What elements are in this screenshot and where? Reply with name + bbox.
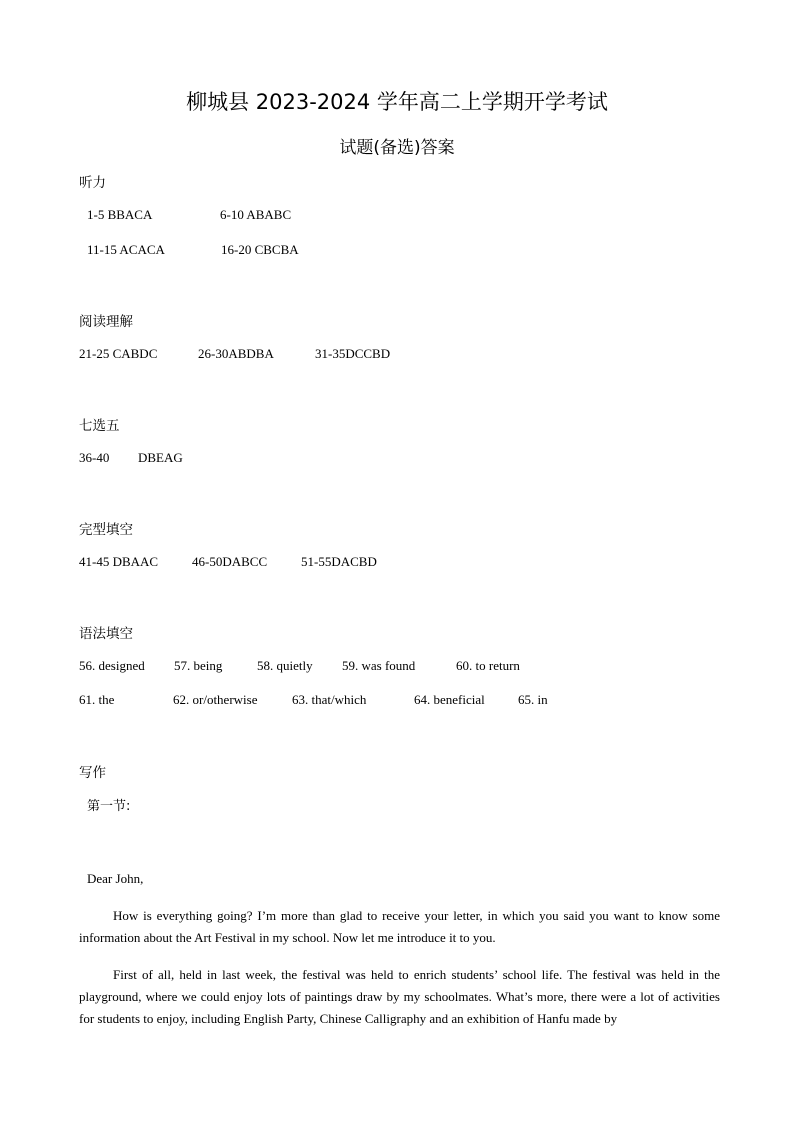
grammar-answer: 61. the [79, 692, 115, 707]
grammar-answer: 60. to return [456, 658, 520, 673]
grammar-answer: 64. beneficial [414, 692, 485, 707]
reading-answer: 31-35DCCBD [315, 346, 391, 361]
grammar-answer: 57. being [174, 658, 223, 673]
listening-answer: 1-5 BBACA [87, 207, 153, 222]
cloze-answer: 46-50DABCC [192, 554, 268, 569]
letter-paragraph: First of all, held in last week, the festival was held to enrich students’ school life. The festival was held in the playground, where we could enjoy lots of paintings draw by my schoolmates. What’s more, there were a lot of activities for students to enjoy, including English Party, Chinese Calligraphy and an exhibition of Hanfu made by [79, 967, 720, 1026]
seven-five-heading: 七选五 [79, 418, 120, 434]
listening-answer: 16-20 CBCBA [221, 242, 299, 257]
grammar-answer: 56. designed [79, 658, 145, 673]
grammar-heading: 语法填空 [79, 626, 133, 642]
reading-answer: 26-30ABDBA [198, 346, 274, 361]
grammar-answer: 59. was found [342, 658, 416, 673]
letter-paragraph: How is everything going? I’m more than glad to receive your letter, in which you said you want to know some information about the Art Festival in my school. Now let me introduce it to you. [79, 908, 720, 945]
listening-answer: 6-10 ABABC [220, 207, 292, 222]
cloze-answer: 41-45 DBAAC [79, 554, 159, 569]
seven-five-answer: DBEAG [138, 450, 183, 465]
listening-heading: 听力 [79, 175, 106, 191]
page-subtitle: 试题(备选)答案 [339, 138, 455, 158]
grammar-answer: 63. that/which [292, 692, 367, 707]
grammar-answer: 58. quietly [257, 658, 313, 673]
writing-section-label: 第一节: [87, 799, 131, 814]
grammar-answer: 65. in [518, 692, 548, 707]
reading-heading: 阅读理解 [79, 314, 133, 330]
cloze-answer: 51-55DACBD [301, 554, 377, 569]
seven-five-range: 36-40 [79, 450, 110, 465]
writing-heading: 写作 [79, 765, 106, 781]
letter-greeting: Dear John, [87, 871, 144, 886]
reading-answer: 21-25 CABDC [79, 346, 158, 361]
page-title: 柳城县 2023-2024 学年高二上学期开学考试 [186, 90, 608, 114]
grammar-answer: 62. or/otherwise [173, 692, 258, 707]
listening-answer: 11-15 ACACA [87, 242, 165, 257]
cloze-heading: 完型填空 [79, 522, 133, 538]
